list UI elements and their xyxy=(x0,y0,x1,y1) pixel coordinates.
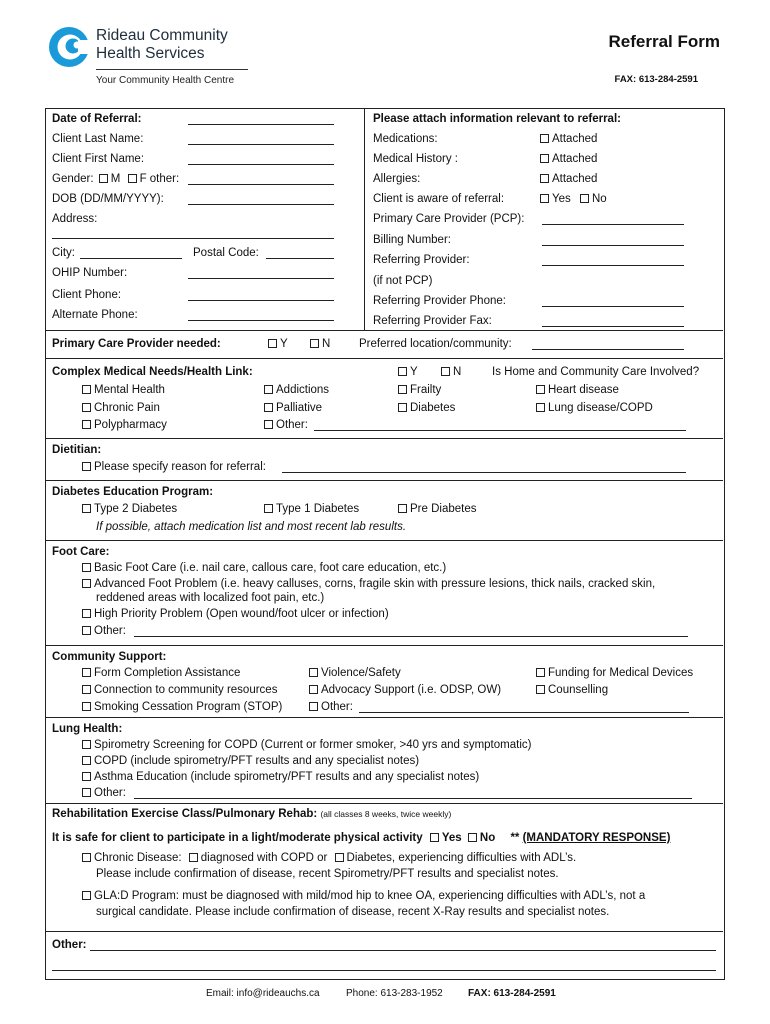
complex-heading: Complex Medical Needs/Health Link: xyxy=(52,366,253,378)
diabetes-checkbox[interactable] xyxy=(398,403,407,412)
chronic-disease-label: Chronic Disease: xyxy=(94,852,182,864)
date-of-referral-label: Date of Referral: xyxy=(52,113,142,125)
lung-heading: Lung Health: xyxy=(52,723,123,735)
ref-phone-label: Referring Provider Phone: xyxy=(373,295,506,307)
lung-disease-checkbox[interactable] xyxy=(536,403,545,412)
polypharmacy-checkbox[interactable] xyxy=(82,420,91,429)
other-field-line1[interactable] xyxy=(90,941,716,951)
gender-row xyxy=(52,173,179,185)
spirometry-checkbox[interactable] xyxy=(82,740,91,749)
glad-label: GLA:D Program: must be diagnosed with mild/mod hip to knee OA, experiencing difficulties with ADL’s, not a xyxy=(94,890,646,902)
foot-care-heading: Foot Care: xyxy=(52,546,110,558)
diabetes-ed-note: If possible, attach medication list and most recent lab results. xyxy=(96,521,407,533)
pcp-label: Primary Care Provider (PCP): xyxy=(373,213,525,225)
community-support-section xyxy=(46,646,723,718)
basic-foot-label: Basic Foot Care (i.e. nail care, callous care, foot care education, etc.) xyxy=(94,562,447,574)
community-other-label: Other: xyxy=(321,701,353,713)
high-priority-checkbox[interactable] xyxy=(82,609,91,618)
safe-no-label: No xyxy=(479,832,496,844)
dietitian-heading: Dietitian: xyxy=(52,444,102,456)
high-priority-label: High Priority Problem (Open wound/foot ulcer or infection) xyxy=(94,608,389,620)
referral-form xyxy=(45,108,725,980)
referring-label: Referring Provider: xyxy=(373,254,470,266)
address-label: Address: xyxy=(52,213,98,225)
spirometry-label: Spirometry Screening for COPD (Current or former smoker, >40 yrs and symptomatic) xyxy=(94,739,532,751)
gender-f-label: F other: xyxy=(139,173,180,185)
connection-checkbox[interactable] xyxy=(82,685,91,694)
violence-checkbox[interactable] xyxy=(309,668,318,677)
alt-phone-label: Alternate Phone: xyxy=(52,309,138,321)
community-heading: Community Support: xyxy=(52,651,167,663)
dob-label: DOB (DD/MM/YYYY): xyxy=(52,193,164,205)
counselling-label: Counselling xyxy=(548,684,609,696)
ohip-field[interactable] xyxy=(188,269,334,279)
address-field[interactable] xyxy=(52,229,334,239)
allergies-label: Allergies: xyxy=(373,173,421,185)
complex-y-label: Y xyxy=(410,366,418,378)
medical-history-checkbox[interactable] xyxy=(540,154,549,163)
complex-n-checkbox[interactable] xyxy=(441,367,450,376)
heart-disease-checkbox[interactable] xyxy=(536,385,545,394)
other-field-line2[interactable] xyxy=(52,961,716,971)
footer-phone: Phone: 613-283-1952 xyxy=(346,988,443,999)
advanced-foot-label-cont: reddened areas with localized foot pain, etc.) xyxy=(96,592,325,604)
pcp-field[interactable] xyxy=(542,215,684,225)
mandatory-prefix: ** xyxy=(510,832,523,844)
funding-label: Funding for Medical Devices xyxy=(548,667,694,679)
complex-y-checkbox[interactable] xyxy=(398,367,407,376)
dietitian-reason-label: Please specify reason for referral: xyxy=(94,461,266,473)
foot-other-label: Other: xyxy=(94,625,126,637)
aware-yes-label: Yes xyxy=(552,193,571,205)
footer-fax: FAX: 613-284-2591 xyxy=(468,988,556,999)
frailty-label: Frailty xyxy=(410,384,442,396)
billing-label: Billing Number: xyxy=(373,234,451,246)
first-name-field[interactable] xyxy=(188,155,334,165)
safe-row xyxy=(52,832,670,844)
lung-other-label: Other: xyxy=(94,787,126,799)
dietitian-reason-field[interactable] xyxy=(282,463,686,473)
rehab-note: (all classes 8 weeks, twice weekly) xyxy=(320,809,452,819)
client-phone-label: Client Phone: xyxy=(52,289,122,301)
gender-m-checkbox[interactable] xyxy=(99,174,108,183)
date-of-referral-field[interactable] xyxy=(188,115,334,125)
dietitian-section xyxy=(46,439,723,481)
advanced-foot-checkbox[interactable] xyxy=(82,579,91,588)
column-divider xyxy=(364,109,365,331)
glad-label-cont: surgical candidate. Please include confirmation of disease, recent X-Ray results and specialist notes. xyxy=(96,906,610,918)
form-title: Referral Form xyxy=(608,32,720,51)
postal-code-label: Postal Code: xyxy=(193,247,259,259)
last-name-field[interactable] xyxy=(188,135,334,145)
medications-checkbox[interactable] xyxy=(540,134,549,143)
prediabetes-label: Pre Diabetes xyxy=(410,503,477,515)
complex-n-label: N xyxy=(453,366,462,378)
dietitian-reason-checkbox[interactable] xyxy=(82,462,91,471)
gender-f-checkbox[interactable] xyxy=(128,174,137,183)
mandatory-label: (MANDATORY RESPONSE) xyxy=(522,832,671,844)
client-info-section xyxy=(46,109,723,331)
frailty-checkbox[interactable] xyxy=(398,385,407,394)
footer-email: Email: info@rideauchs.ca xyxy=(206,988,320,999)
asthma-label: Asthma Education (include spirometry/PFT results and any specialist notes) xyxy=(94,771,480,783)
ref-fax-label: Referring Provider Fax: xyxy=(373,315,492,327)
palliative-checkbox[interactable] xyxy=(264,403,273,412)
complex-other-label: Other: xyxy=(276,419,308,431)
aware-no-checkbox[interactable] xyxy=(580,194,589,203)
rehab-diabetes-label: Diabetes, experiencing difficulties with ADL’s. xyxy=(346,852,577,864)
ohip-label: OHIP Number: xyxy=(52,267,128,279)
advanced-foot-label: Advanced Foot Problem (i.e. heavy calluses, corns, fragile skin with pressure lesions, thick nails, cracked skin, xyxy=(94,578,656,590)
gender-label: Gender: xyxy=(52,173,94,185)
rehab-diabetes-checkbox[interactable] xyxy=(335,853,344,862)
community-other-checkbox[interactable] xyxy=(309,702,318,711)
glad-checkbox[interactable] xyxy=(82,891,91,900)
ref-fax-field[interactable] xyxy=(542,317,684,327)
smoking-checkbox[interactable] xyxy=(82,702,91,711)
allergies-attached-label: Attached xyxy=(552,173,598,185)
safe-yes-label: Yes xyxy=(441,832,462,844)
pcp-needed-label: Primary Care Provider needed: xyxy=(52,338,221,350)
type1-checkbox[interactable] xyxy=(264,504,273,513)
lung-other-field[interactable] xyxy=(134,789,692,799)
mental-health-checkbox[interactable] xyxy=(82,385,91,394)
medical-history-attached-label: Attached xyxy=(552,153,598,165)
palliative-label: Palliative xyxy=(276,402,323,414)
preferred-location-field[interactable] xyxy=(532,340,684,350)
safe-label: It is safe for client to participate in a light/moderate physical activity xyxy=(52,832,423,844)
attach-heading: Please attach information relevant to referral: xyxy=(373,113,621,125)
foot-other-checkbox[interactable] xyxy=(82,626,91,635)
addictions-checkbox[interactable] xyxy=(264,385,273,394)
pcp-needed-n-checkbox[interactable] xyxy=(310,339,319,348)
copd-checkbox[interactable] xyxy=(82,756,91,765)
connection-label: Connection to community resources xyxy=(94,684,278,696)
asthma-checkbox[interactable] xyxy=(82,772,91,781)
addictions-label: Addictions xyxy=(276,384,330,396)
aware-yes-checkbox[interactable] xyxy=(540,194,549,203)
page-header xyxy=(0,0,770,110)
org-tagline: Your Community Health Centre xyxy=(96,75,235,86)
rehab-heading xyxy=(52,808,451,820)
last-name-label: Client Last Name: xyxy=(52,133,144,145)
not-pcp-label: (if not PCP) xyxy=(373,275,433,287)
header-fax: FAX: 613-284-2591 xyxy=(614,74,698,85)
mental-health-label: Mental Health xyxy=(94,384,165,396)
ref-phone-field[interactable] xyxy=(542,297,684,307)
lung-other-checkbox[interactable] xyxy=(82,788,91,797)
foot-care-section xyxy=(46,541,723,646)
chronic-pain-checkbox[interactable] xyxy=(82,403,91,412)
rehab-heading-text: Rehabilitation Exercise Class/Pulmonary Rehab: xyxy=(52,808,318,820)
home-care-label: Is Home and Community Care Involved? xyxy=(492,366,700,378)
lung-health-section xyxy=(46,718,723,804)
prediabetes-checkbox[interactable] xyxy=(398,504,407,513)
complex-other-field[interactable] xyxy=(314,421,686,431)
alt-phone-field[interactable] xyxy=(188,311,334,321)
safe-no-checkbox[interactable] xyxy=(468,833,477,842)
basic-foot-checkbox[interactable] xyxy=(82,563,91,572)
violence-label: Violence/Safety xyxy=(321,667,401,679)
type2-label: Type 2 Diabetes xyxy=(94,503,178,515)
rehab-copd-checkbox[interactable] xyxy=(189,853,198,862)
chronic-pain-label: Chronic Pain xyxy=(94,402,160,414)
diabetes-ed-heading: Diabetes Education Program: xyxy=(52,486,214,498)
rehab-section xyxy=(46,804,723,932)
advocacy-checkbox[interactable] xyxy=(309,685,318,694)
preferred-location-label: Preferred location/community: xyxy=(359,338,512,350)
gender-m-label: M xyxy=(110,173,121,185)
chronic-disease-checkbox[interactable] xyxy=(82,853,91,862)
form-completion-label: Form Completion Assistance xyxy=(94,667,241,679)
org-name: Rideau Community Health Services xyxy=(96,27,228,62)
foot-other-field[interactable] xyxy=(134,627,688,637)
other-section xyxy=(46,932,723,979)
complex-other-checkbox[interactable] xyxy=(264,420,273,429)
heart-disease-label: Heart disease xyxy=(548,384,619,396)
other-label: Other: xyxy=(52,939,87,951)
pcp-needed-n-label: N xyxy=(322,338,331,350)
chronic-note: Please include confirmation of disease, recent Spirometry/PFT results and specialist notes. xyxy=(96,868,559,880)
form-completion-checkbox[interactable] xyxy=(82,668,91,677)
polypharmacy-label: Polypharmacy xyxy=(94,419,167,431)
rideau-logo-icon xyxy=(48,26,90,68)
first-name-label: Client First Name: xyxy=(52,153,145,165)
billing-field[interactable] xyxy=(542,236,684,246)
diabetes-label: Diabetes xyxy=(410,402,456,414)
copd-label: COPD (include spirometry/PFT results and any specialist notes) xyxy=(94,755,420,767)
pcp-needed-section xyxy=(46,331,723,359)
city-label: City: xyxy=(52,247,75,259)
pcp-needed-y-label: Y xyxy=(280,338,288,350)
type2-checkbox[interactable] xyxy=(82,504,91,513)
smoking-label: Smoking Cessation Program (STOP) xyxy=(94,701,283,713)
pcp-needed-y-checkbox[interactable] xyxy=(268,339,277,348)
allergies-checkbox[interactable] xyxy=(540,174,549,183)
advocacy-label: Advocacy Support (i.e. ODSP, OW) xyxy=(321,684,502,696)
dob-field[interactable] xyxy=(188,195,334,205)
counselling-checkbox[interactable] xyxy=(536,685,545,694)
lung-disease-label: Lung disease/COPD xyxy=(548,402,653,414)
diabetes-education-section xyxy=(46,481,723,541)
org-divider xyxy=(96,69,248,70)
referring-field[interactable] xyxy=(542,256,684,266)
client-phone-field[interactable] xyxy=(188,291,334,301)
city-field[interactable] xyxy=(80,249,182,259)
medical-history-label: Medical History : xyxy=(373,153,458,165)
rehab-copd-label: diagnosed with COPD or xyxy=(200,852,328,864)
safe-yes-checkbox[interactable] xyxy=(430,833,439,842)
aware-no-label: No xyxy=(591,193,607,205)
aware-label: Client is aware of referral: xyxy=(373,193,505,205)
type1-label: Type 1 Diabetes xyxy=(276,503,360,515)
medications-label: Medications: xyxy=(373,133,438,145)
postal-code-field[interactable] xyxy=(266,249,334,259)
gender-other-field[interactable] xyxy=(188,175,334,185)
medications-attached-label: Attached xyxy=(552,133,598,145)
funding-checkbox[interactable] xyxy=(536,668,545,677)
community-other-field[interactable] xyxy=(359,703,689,713)
complex-needs-section xyxy=(46,359,723,439)
